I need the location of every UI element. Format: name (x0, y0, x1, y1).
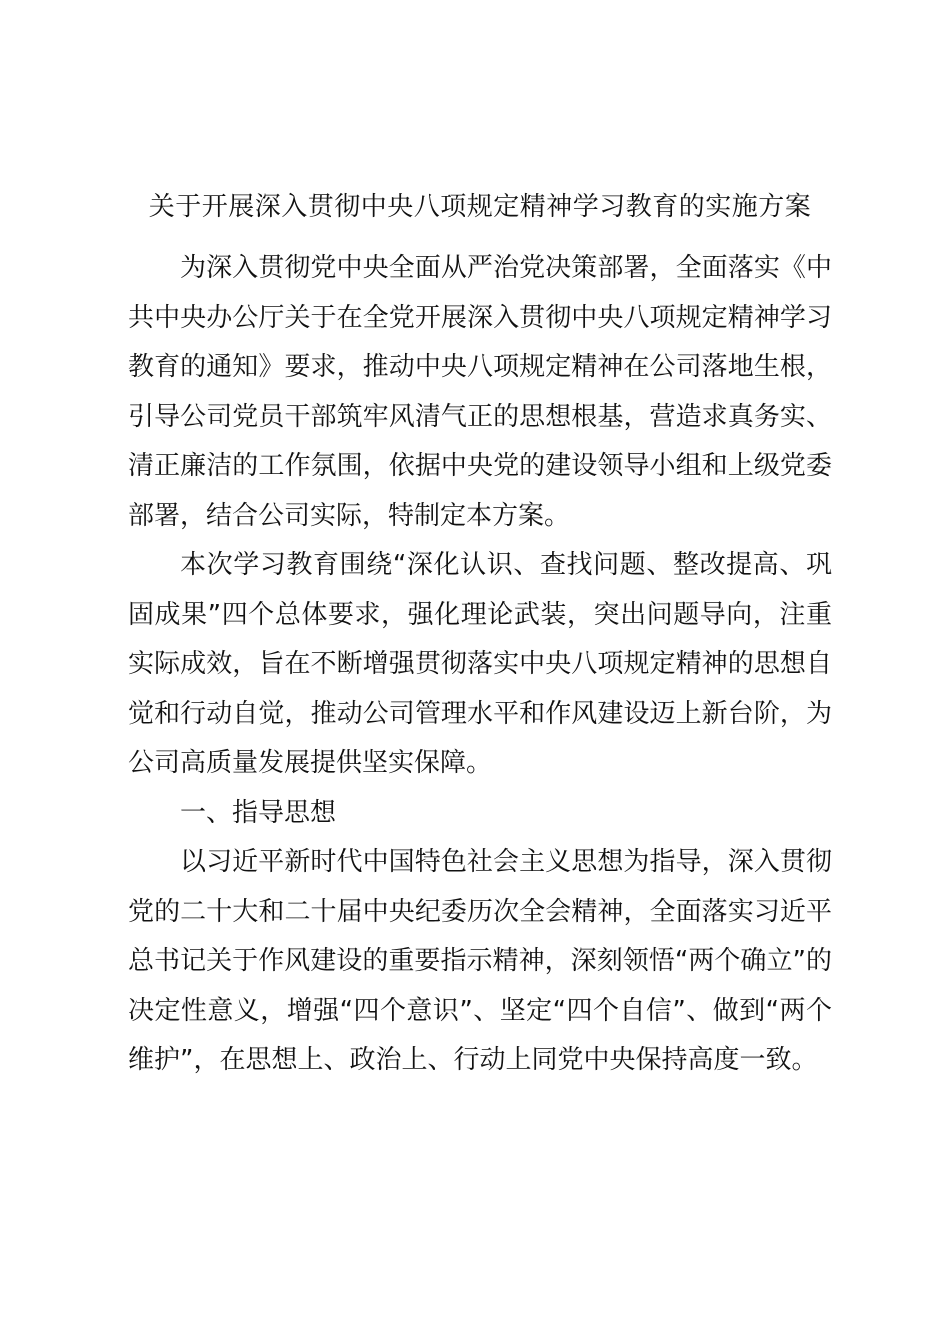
intro-paragraph: 为深入贯彻党中央全面从严治党决策部署，全面落实《中共中央办公厅关于在全党开展深入贯彻中央八项规定精神学习教育的通知》要求，推动中央八项规定精神在公司落地生根，引导公司党员干部筑牢风清气正的思想根基，营造求真务实、清正廉洁的工作氛围，依据中央党的建设领导小组和上级党委部署，结合公司实际，特制定本方案。 (128, 253, 832, 531)
section-heading-guiding-ideology: 一、指导思想 (180, 797, 337, 828)
document-body (128, 186, 832, 1086)
overview-paragraph: 本次学习教育围绕“深化认识、查找问题、整改提高、巩固成果”四个总体要求，强化理论武装，突出问题导向，注重实际成效，旨在不断增强贯彻落实中央八项规定精神的思想自觉和行动自觉，推动公司管理水平和作风建设迈上新台阶，为公司高质量发展提供坚实保障。 (128, 550, 832, 778)
guiding-ideology-paragraph: 以习近平新时代中国特色社会主义思想为指导，深入贯彻党的二十大和二十届中央纪委历次全会精神，全面落实习近平总书记关于作风建设的重要指示精神，深刻领悟“两个确立”的决定性意义，增强“四个意识”、坚定“四个自信”、做到“两个维护”，在思想上、政治上、行动上同党中央保持高度一致。 (128, 847, 832, 1075)
document-title: 关于开展深入贯彻中央八项规定精神学习教育的实施方案 (148, 192, 812, 222)
